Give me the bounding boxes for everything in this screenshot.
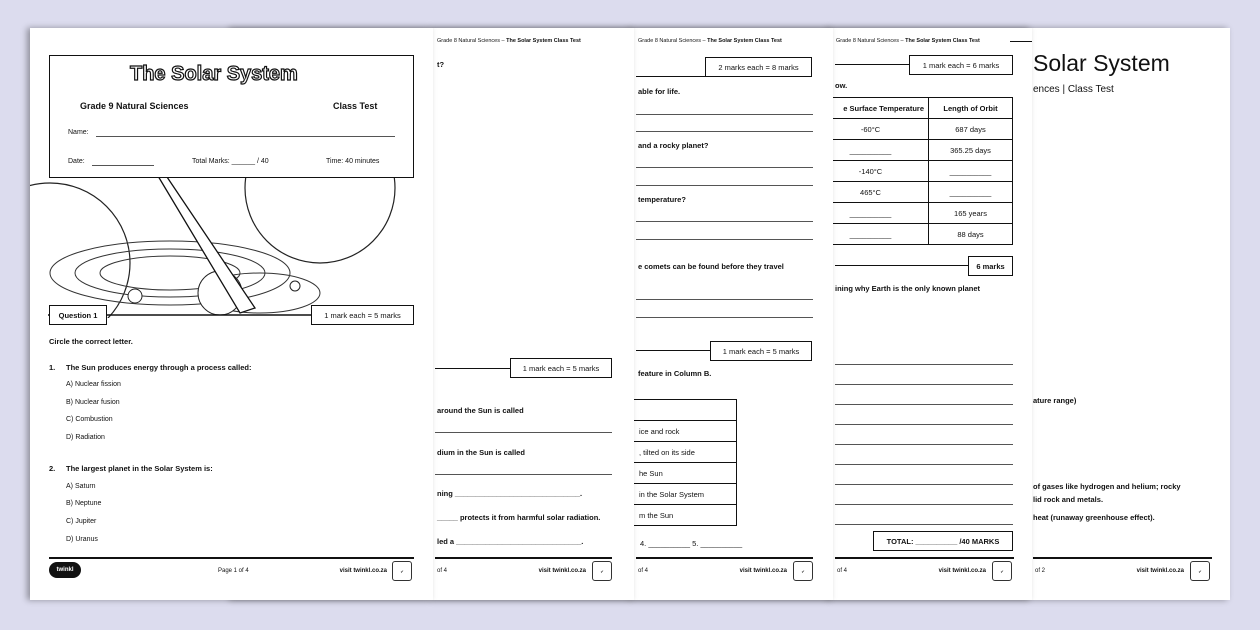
footer-page: of 4 xyxy=(437,568,448,574)
option-a[interactable]: A) Saturn xyxy=(66,483,96,490)
table-header: Length of Orbit xyxy=(929,98,1013,119)
table-cell: 687 days xyxy=(929,119,1013,140)
page-header xyxy=(638,38,782,44)
table-cell: m the Sun xyxy=(614,505,737,526)
question-text: ining why Earth is the only known planet xyxy=(835,284,981,293)
footer-page: of 2 xyxy=(1035,568,1046,574)
marks-box: 1 mark each = 5 marks xyxy=(510,358,612,378)
footer-divider xyxy=(1033,557,1212,559)
date-input[interactable] xyxy=(92,165,154,166)
question-text: _____ protects it from harmful solar radiation. xyxy=(437,513,601,522)
answer-text: of gases like hydrogen and helium; rocky xyxy=(1033,482,1181,491)
question-text: ning ______________________________. xyxy=(437,489,583,498)
table-cell[interactable]: __________ xyxy=(813,224,929,245)
header-subject: Grade 8 Natural Sciences – xyxy=(638,38,708,44)
section-rule xyxy=(435,368,512,369)
question-text: t? xyxy=(437,60,445,69)
moon-icon xyxy=(245,168,395,263)
header-rule xyxy=(1010,41,1032,42)
question-text: The Sun produces energy through a process called: xyxy=(66,363,252,372)
twinkl-badge-icon: ✔ xyxy=(992,561,1012,581)
option-c[interactable]: C) Combustion xyxy=(66,416,113,423)
footer-divider xyxy=(435,557,612,559)
section-rule xyxy=(835,265,970,266)
page-header xyxy=(836,38,980,44)
instruction-text: Circle the correct letter. xyxy=(49,337,133,346)
footer-divider xyxy=(49,557,414,559)
page-header xyxy=(437,38,581,44)
table-cell[interactable]: __________ xyxy=(813,203,929,224)
footer-divider xyxy=(636,557,813,559)
section-rule xyxy=(636,350,713,351)
marks-box: 1 mark each = 5 marks xyxy=(311,305,414,325)
footer-page: of 4 xyxy=(638,568,649,574)
table-cell: 465°C xyxy=(813,182,929,203)
answer-line[interactable] xyxy=(636,114,813,115)
section-rule xyxy=(636,76,708,77)
footer-site: visit twinkl.co.za xyxy=(538,568,586,574)
planet-icon xyxy=(30,183,130,318)
solar-system-illustration xyxy=(30,168,433,318)
table-cell: ice and rock xyxy=(614,421,737,442)
twinkl-logo: twinkl xyxy=(49,562,81,578)
table-cell: , tilted on its side xyxy=(614,442,737,463)
table-cell: -60°C xyxy=(813,119,929,140)
header-title: The Solar System Class Test xyxy=(707,38,782,44)
question-text: temperature? xyxy=(638,195,686,204)
page-title: The Solar System xyxy=(130,63,298,85)
question-text: and a rocky planet? xyxy=(638,141,709,150)
option-a[interactable]: A) Nuclear fission xyxy=(66,381,121,388)
header-title: The Solar System Class Test xyxy=(506,38,581,44)
answer-line[interactable] xyxy=(636,221,813,222)
total-marks-label: Total Marks: ______ / 40 xyxy=(192,158,269,165)
table-cell[interactable]: __________ xyxy=(813,140,929,161)
marks-box: 2 marks each = 8 marks xyxy=(705,57,812,77)
question-label: Question 1 xyxy=(49,305,107,325)
header-subject: Grade 8 Natural Sciences – xyxy=(836,38,906,44)
question-number: 1. xyxy=(49,363,56,372)
planet-table xyxy=(812,97,1013,245)
footer-page: Page 1 of 4 xyxy=(218,568,249,574)
question-text: able for life. xyxy=(638,87,681,96)
footer-site: visit twinkl.co.za xyxy=(739,568,787,574)
page-subtitle: ences | Class Test xyxy=(1033,84,1114,95)
instruction-text: feature in Column B. xyxy=(638,369,712,378)
twinkl-badge-icon: ✔ xyxy=(793,561,813,581)
table-cell: in the Solar System xyxy=(614,484,737,505)
section-rule xyxy=(835,64,910,65)
option-c[interactable]: C) Jupiter xyxy=(66,518,97,525)
name-input[interactable] xyxy=(96,136,395,137)
option-b[interactable]: B) Neptune xyxy=(66,500,102,507)
answer-line[interactable] xyxy=(435,474,612,475)
twinkl-badge-icon: ✔ xyxy=(1190,561,1210,581)
marks-box: 6 marks xyxy=(968,256,1013,276)
answer-text: heat (runaway greenhouse effect). xyxy=(1033,513,1155,522)
total-marks-box: TOTAL: __________ /40 MARKS xyxy=(873,531,1013,551)
answer-text: ature range) xyxy=(1033,396,1077,405)
question-text: e comets can be found before they travel xyxy=(638,262,784,271)
footer-page: of 4 xyxy=(837,568,848,574)
table-cell: 88 days xyxy=(929,224,1013,245)
answer-line[interactable] xyxy=(636,167,813,168)
twinkl-badge-icon: ✔ xyxy=(392,561,412,581)
table-cell[interactable]: __________ xyxy=(929,182,1013,203)
worksheet-page-1 xyxy=(30,28,433,600)
option-b[interactable]: B) Nuclear fusion xyxy=(66,399,120,406)
table-cell: -140°C xyxy=(813,161,929,182)
table-cell: 365.25 days xyxy=(929,140,1013,161)
question-text: around the Sun is called xyxy=(437,406,524,415)
date-label: Date: xyxy=(68,158,85,165)
table-header: e Surface Temperature xyxy=(813,98,929,119)
question-text: dium in the Sun is called xyxy=(437,448,525,457)
footer-site: visit twinkl.co.za xyxy=(339,568,387,574)
answer-line[interactable] xyxy=(636,239,813,240)
answer-line[interactable] xyxy=(636,317,813,318)
answer-line[interactable] xyxy=(636,131,813,132)
marks-box: 1 mark each = 6 marks xyxy=(909,55,1013,75)
subject-label: Grade 9 Natural Sciences xyxy=(80,101,189,111)
table-cell: 165 years xyxy=(929,203,1013,224)
answer-blanks[interactable]: 4. __________ 5. __________ xyxy=(640,539,743,548)
twinkl-badge-icon: ✔ xyxy=(592,561,612,581)
answer-line[interactable] xyxy=(636,185,813,186)
time-label: Time: 40 minutes xyxy=(326,158,380,165)
marks-box: 1 mark each = 5 marks xyxy=(710,341,812,361)
footer-site: visit twinkl.co.za xyxy=(1136,568,1184,574)
option-d[interactable]: D) Uranus xyxy=(66,536,98,543)
question-text: The largest planet in the Solar System is: xyxy=(66,464,213,473)
answer-line[interactable] xyxy=(435,432,612,433)
question-text: led a ______________________________. xyxy=(437,537,584,546)
answer-text: lid rock and metals. xyxy=(1033,495,1104,504)
name-label: Name: xyxy=(68,129,89,136)
answer-line[interactable] xyxy=(636,299,813,300)
header-title: The Solar System Class Test xyxy=(905,38,980,44)
table-cell[interactable]: __________ xyxy=(929,161,1013,182)
option-d[interactable]: D) Radiation xyxy=(66,434,105,441)
table-cell: he Sun xyxy=(614,463,737,484)
question-number: 2. xyxy=(49,464,56,473)
page-title: Solar System xyxy=(1033,50,1170,76)
instruction-text: ow. xyxy=(835,81,848,90)
test-type-label: Class Test xyxy=(333,101,378,111)
footer-site: visit twinkl.co.za xyxy=(938,568,986,574)
header-subject: Grade 8 Natural Sciences – xyxy=(437,38,507,44)
footer-divider xyxy=(835,557,1014,559)
